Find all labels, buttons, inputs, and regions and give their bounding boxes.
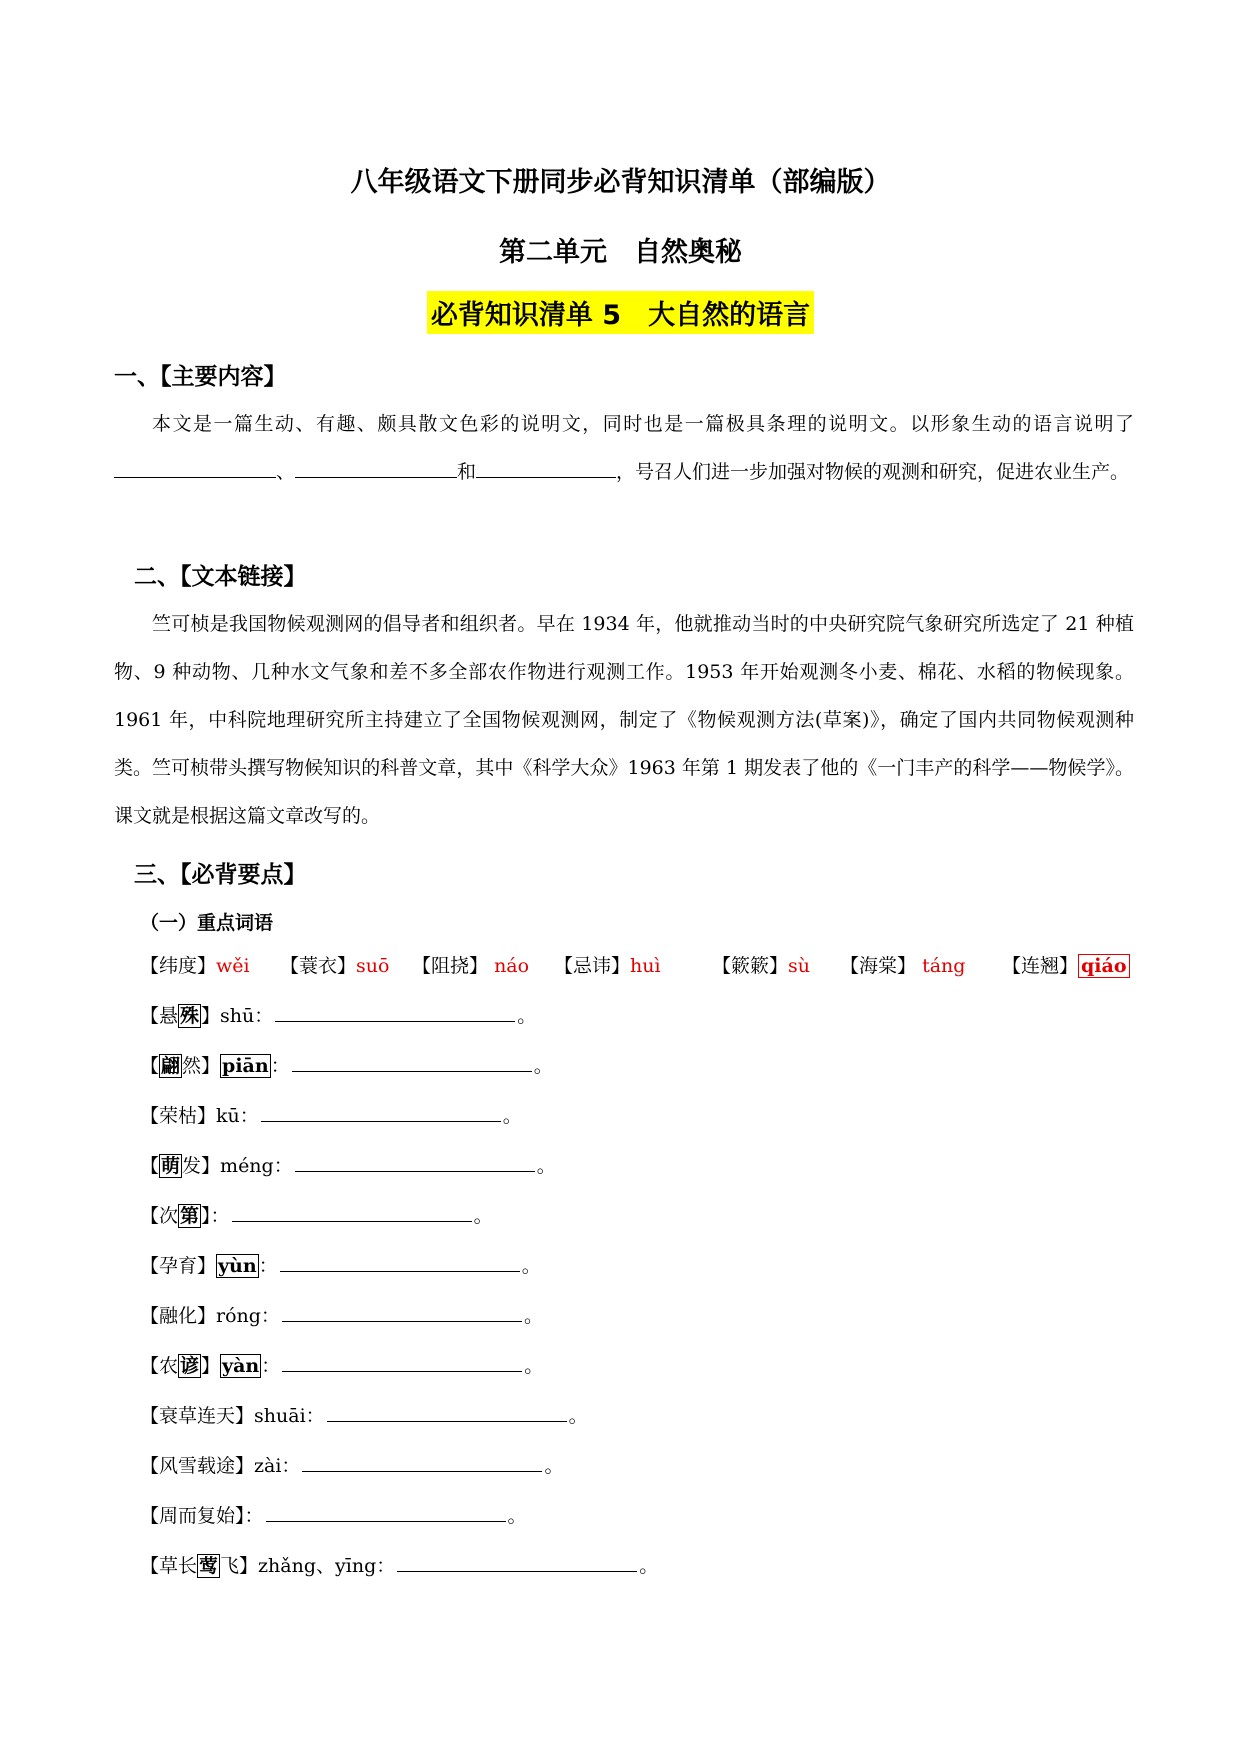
vocab-line: 【周而复始】： 。 xyxy=(140,1500,527,1532)
answer-blank[interactable] xyxy=(232,1201,472,1222)
text-link-paragraph xyxy=(114,600,1134,840)
main-content-sep-2: 和 xyxy=(457,461,477,483)
vocab-line: 【衰草连天】shuāi： 。 xyxy=(140,1400,588,1432)
vocab-item: 【忌讳】huì xyxy=(554,955,661,977)
vocab-item: 【连翘】 qiáo xyxy=(1002,950,1130,982)
section-heading-key-points: 三、【必背要点】 xyxy=(134,862,307,888)
vocab-line: 【风雪载途】zài： 。 xyxy=(140,1450,563,1482)
vocab-line: 【 萌 发】méng： 。 xyxy=(140,1150,556,1182)
vocab-row-pinyin xyxy=(140,950,1140,982)
vocab-line: 【孕育】 yùn ： 。 xyxy=(140,1250,541,1282)
answer-blank[interactable] xyxy=(295,1151,535,1172)
list-title-wrap xyxy=(0,291,1241,334)
answer-blank[interactable] xyxy=(282,1301,522,1322)
list-title-highlight: 必背知识清单 5 大自然的语言 xyxy=(427,291,814,334)
text-link-text: 竺可桢是我国物候观测网的倡导者和组织者。早在 1934 年，他就推动当时的中央研究院气象研究所选定了 21 种植物、9 种动物、几种水文气象和差不多全部农作物进行观测工作。1953 年开始观测冬小麦、棉花、水稻的物候现象。1961 年，中科院地理研究所主持建立了全国物候观测网，制定了《物候观测方法(草案)》，确定了国内共同物候观测种类。竺可桢带头撰写物候知识的科普文章，其中《科学大众》1963 年第 1 期发表了他的《一门丰产的科学——物候学》。课文就是根据这篇文章改写的。 xyxy=(114,613,1134,827)
vocab-item: 【海棠】 táng xyxy=(840,955,966,977)
answer-blank[interactable] xyxy=(302,1451,542,1472)
blank-2[interactable] xyxy=(295,455,457,478)
subheading-key-words: （一）重点词语 xyxy=(140,912,274,934)
main-content-text-1: 本文是一篇生动、有趣、颇具散文色彩的说明文，同时也是一篇极具条理的说明文。以形象生动的语言说明了 xyxy=(152,413,1134,435)
vocab-line: 【农 谚 】 yàn ： 。 xyxy=(140,1350,543,1382)
answer-blank[interactable] xyxy=(292,1051,532,1072)
vocab-item: 【纬度】wěi xyxy=(140,955,250,977)
answer-blank[interactable] xyxy=(282,1351,522,1372)
answer-blank[interactable] xyxy=(397,1551,637,1572)
main-content-paragraph xyxy=(114,400,1134,496)
vocab-line: 【荣枯】kū： 。 xyxy=(140,1100,522,1132)
section-heading-text-link: 二、【文本链接】 xyxy=(134,564,307,590)
vocab-item: 【蓑衣】suō xyxy=(280,955,390,977)
unit-title: 第二单元 自然奥秘 xyxy=(499,237,742,268)
vocab-line: 【悬 殊 】shū： 。 xyxy=(140,1000,536,1032)
answer-blank[interactable] xyxy=(280,1251,520,1272)
vocab-line: 【草长 莺 飞】zhǎng、yīng： 。 xyxy=(140,1550,658,1582)
blank-3[interactable] xyxy=(476,455,616,478)
vocab-line: 【 翩 然】 piān ： 。 xyxy=(140,1050,553,1082)
document-title: 八年级语文下册同步必背知识清单（部编版） xyxy=(350,167,891,198)
blank-1[interactable] xyxy=(114,455,276,478)
answer-blank[interactable] xyxy=(327,1401,567,1422)
answer-blank[interactable] xyxy=(261,1101,501,1122)
vocab-item: 【阻挠】 náo xyxy=(412,955,530,977)
main-content-text-2: ，号召人们进一步加强对物候的观测和研究，促进农业生产。 xyxy=(616,461,1130,483)
section-heading-main-content: 一、【主要内容】 xyxy=(114,364,287,390)
vocab-item: 【簌簌】sù xyxy=(712,955,811,977)
answer-blank[interactable] xyxy=(266,1501,506,1522)
answer-blank[interactable] xyxy=(275,1001,515,1022)
vocab-line: 【融化】róng： 。 xyxy=(140,1300,543,1332)
vocab-line: 【次 第 】： 。 xyxy=(140,1200,493,1232)
main-content-sep-1: 、 xyxy=(276,461,296,483)
